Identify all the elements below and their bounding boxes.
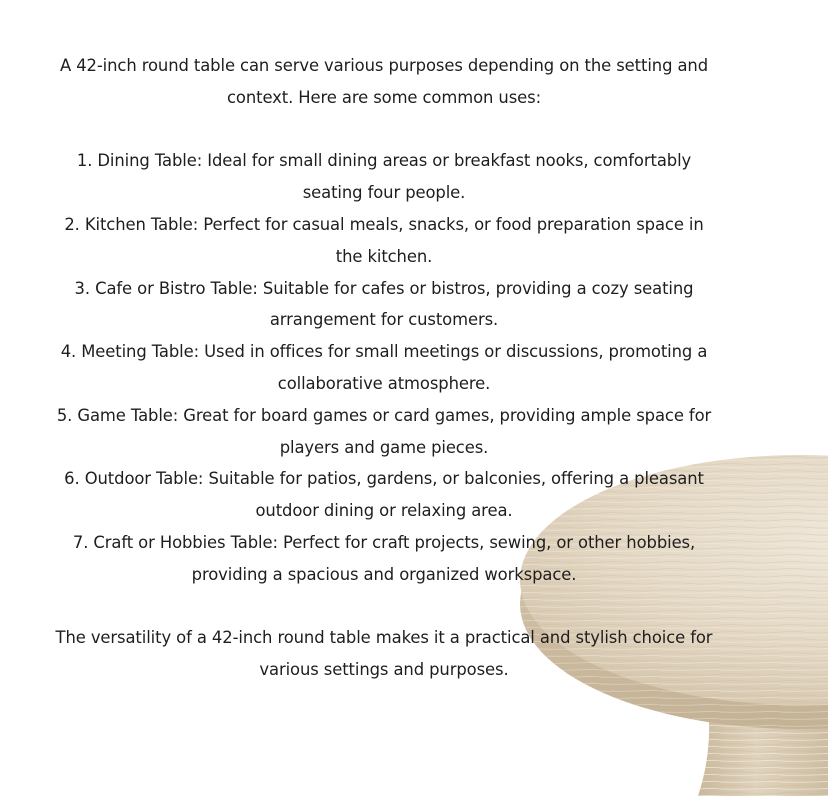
list-item: 5. Game Table: Great for board games or card games, providing ample space for players and game pieces.: [56, 405, 712, 457]
paragraph-spacer: [54, 114, 714, 146]
list-item: 7. Craft or Hobbies Table: Perfect for craft projects, sewing, or other hobbies, providing a spacious and organized workspace.: [72, 532, 696, 584]
list-item: 1. Dining Table: Ideal for small dining areas or breakfast nooks, comfortably seating four people.: [76, 151, 692, 203]
list-item: 6. Outdoor Table: Suitable for patios, gardens, or balconies, offering a pleasant outdoor dining or relaxing area.: [64, 469, 704, 521]
list-item: 4. Meeting Table: Used in offices for small meetings or discussions, promoting a collaborative atmosphere.: [60, 342, 708, 393]
uses-list: [54, 145, 714, 590]
paragraph-spacer: [54, 591, 714, 623]
conclusion-paragraph: The versatility of a 42-inch round table makes it a practical and stylish choice for various settings and purposes.: [55, 628, 713, 680]
article-text: [54, 50, 714, 686]
list-item: 3. Cafe or Bistro Table: Suitable for cafes or bistros, providing a cozy seating arrangement for customers.: [74, 278, 694, 330]
intro-paragraph: A 42-inch round table can serve various purposes depending on the setting and context. Here are some common uses:: [59, 56, 709, 107]
list-item: 2. Kitchen Table: Perfect for casual meals, snacks, or food preparation space in the kitchen.: [64, 214, 704, 266]
